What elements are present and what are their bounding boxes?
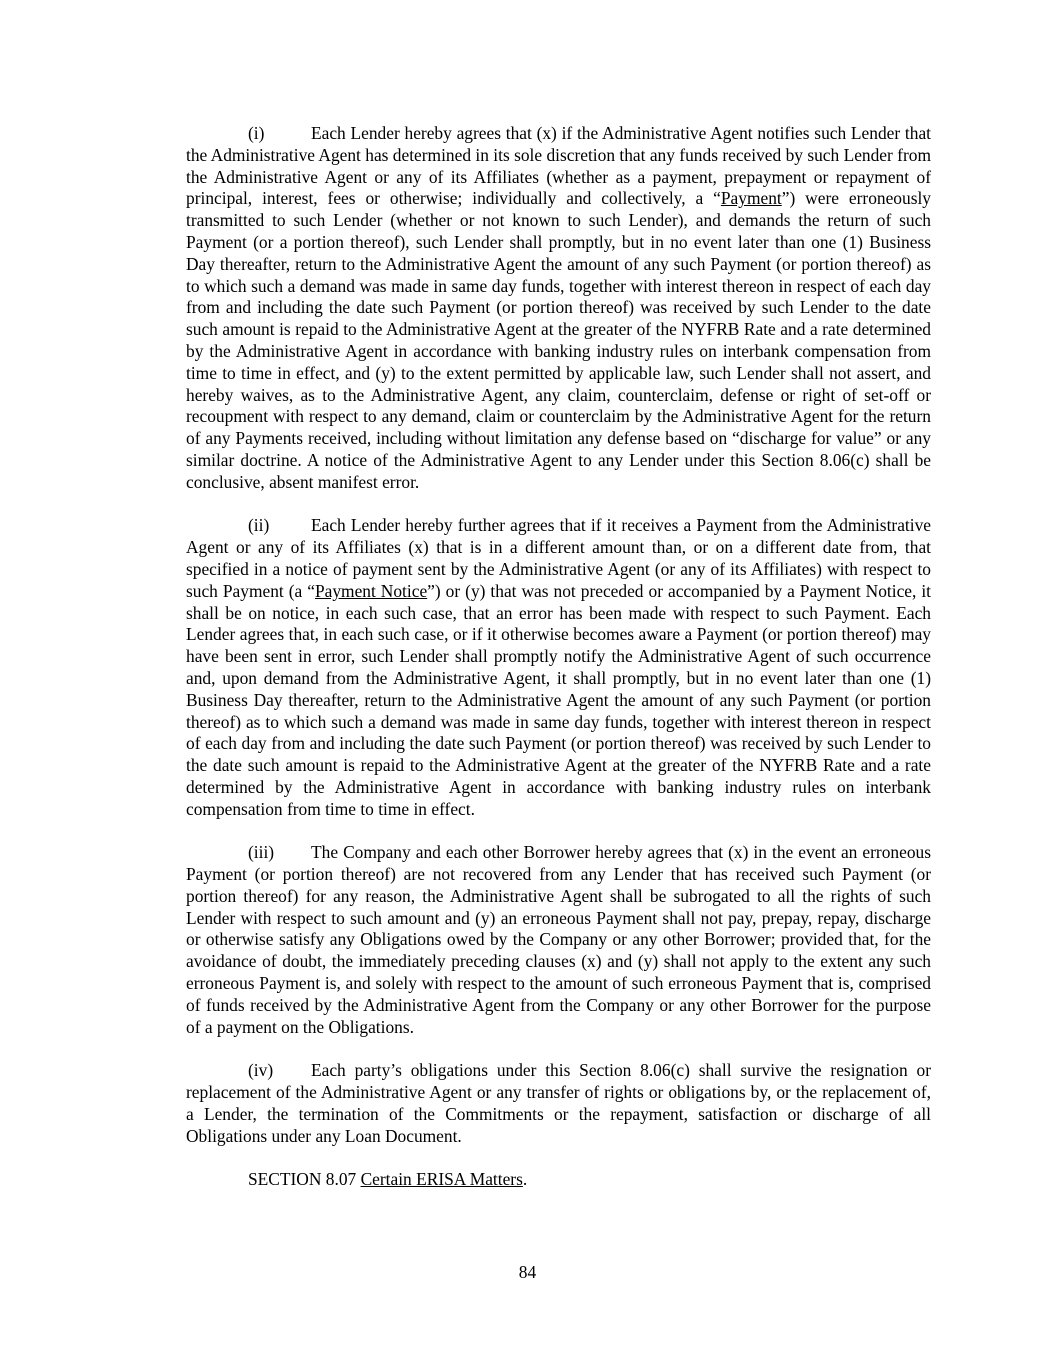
paragraph-number: (i) [248,123,265,143]
paragraph-number: (ii) [248,515,270,536]
paragraph-iv [186,1060,931,1147]
paragraph-ii [186,515,931,820]
page-number: 84 [518,1262,537,1282]
document-page [186,123,931,1191]
paragraph-i [186,123,931,494]
paragraph-text: The Company and each other Borrower hereby agrees that (x) in the event an erroneous Payment (or portion thereof) are not recovered from any Lender that has received such Payment (or portion thereof) for any reason, the Administrative Agent shall be subrogated to all the rights of such Lender with respect to such amount and (y) an erroneous Payment shall not pay, prepay, repay, discharge or otherwise satisfy any Obligations owed by the Company or any other Borrower; provided that, for the avoidance of doubt, the immediately preceding clauses (x) and (y) shall not apply to the extent any such erroneous Payment is, and solely with respect to the amount of such erroneous Payment that is, comprised of funds received by the Administrative Agent from the Company or any other Borrower for the purpose of a payment on the Obligations. [186,842,931,1037]
paragraph-number: (iv) [248,1060,274,1081]
paragraph-iii [186,842,931,1038]
paragraph-text: Each Lender hereby further agrees that if it receives a Payment from the Administrative Agent or any of its Affiliates (x) that is in a different amount than, or on a different date from, that specified in a notice of payment sent by the Administrative Agent (or any of its Affiliates) with respect to such Payment (a “ [186,515,931,601]
paragraph-text: ”) or (y) that was not preceded or accompanied by a Payment Notice, it shall be on notice, in each such case, that an error has been made with respect to such Payment. Each Lender agrees that, in each such case, or if it otherwise becomes aware a Payment (or portion thereof) may have been sent in error, such Lender shall promptly notify the Administrative Agent of such occurrence and, upon demand from the Administrative Agent, it shall promptly, but in no event later than one (1) Business Day thereafter, return to the Administrative Agent the amount of any such Payment (or portion thereof) as to which such a demand was made in same day funds, together with interest thereon in respect of each day from and including the date such Payment (or portion thereof) was received by such Lender to the date such amount is repaid to the Administrative Agent at the greater of the NYFRB Rate and a rate determined by the Administrative Agent in accordance with banking industry rules on interbank compensation from time to time in effect. [186,580,932,819]
paragraph-text: Each party’s obligations under this Section 8.06(c) shall survive the resignation or replacement of the Administrative Agent or any transfer of rights or obligations by, or the replacement of, a Lender, the termination of the Commitments or the repayment, satisfaction or discharge of all Obligations under any Loan Document. [186,1060,931,1146]
paragraph-number: (iii) [248,842,275,863]
section-title: Certain ERISA Matters [360,1169,523,1190]
section-suffix: . [522,1169,528,1190]
paragraph-text: ”) were erroneously transmitted to such Lender (whether or not known to such Lender), and demands the return of such Payment (or a portion thereof), such Lender shall promptly, but in no event later than one (1) Business Day thereafter, return to the Administrative Agent the amount of any such Payment (or portion thereof) as to which such a demand was made in same day funds, together with interest thereon in respect of each day from and including the date such Payment (or portion thereof) was received by such Lender to the date such amount is repaid to the Administrative Agent at the greater of the NYFRB Rate and a rate determined by the Administrative Agent in accordance with banking industry rules on interbank compensation from time to time in effect, and (y) to the extent permitted by applicable law, such Lender shall not assert, and hereby waives, as to the Administrative Agent, any claim, counterclaim, defense or right of set-off or recoupment with respect to any demand, claim or counterclaim by the Administrative Agent for the return of any Payments received, including without limitation any defense based on “discharge for value” or any similar doctrine. A notice of the Administrative Agent to any Lender under this Section 8.06(c) shall be conclusive, absent manifest error. [186,188,931,492]
defined-term-payment-notice: Payment Notice [314,580,428,601]
paragraph-text: Each Lender hereby agrees that (x) if the Administrative Agent notifies such Lender that the Administrative Agent has determined in its sole discretion that any funds received by such Lender from the Administrative Agent or any of its Affiliates (whether as a payment, prepayment or repayment of principal, interest, fees or otherwise; individually and collectively, a “ [186,123,931,209]
section-prefix: SECTION 8.07 [248,1169,361,1190]
section-heading [186,1169,931,1191]
defined-term-payment: Payment [720,188,782,209]
